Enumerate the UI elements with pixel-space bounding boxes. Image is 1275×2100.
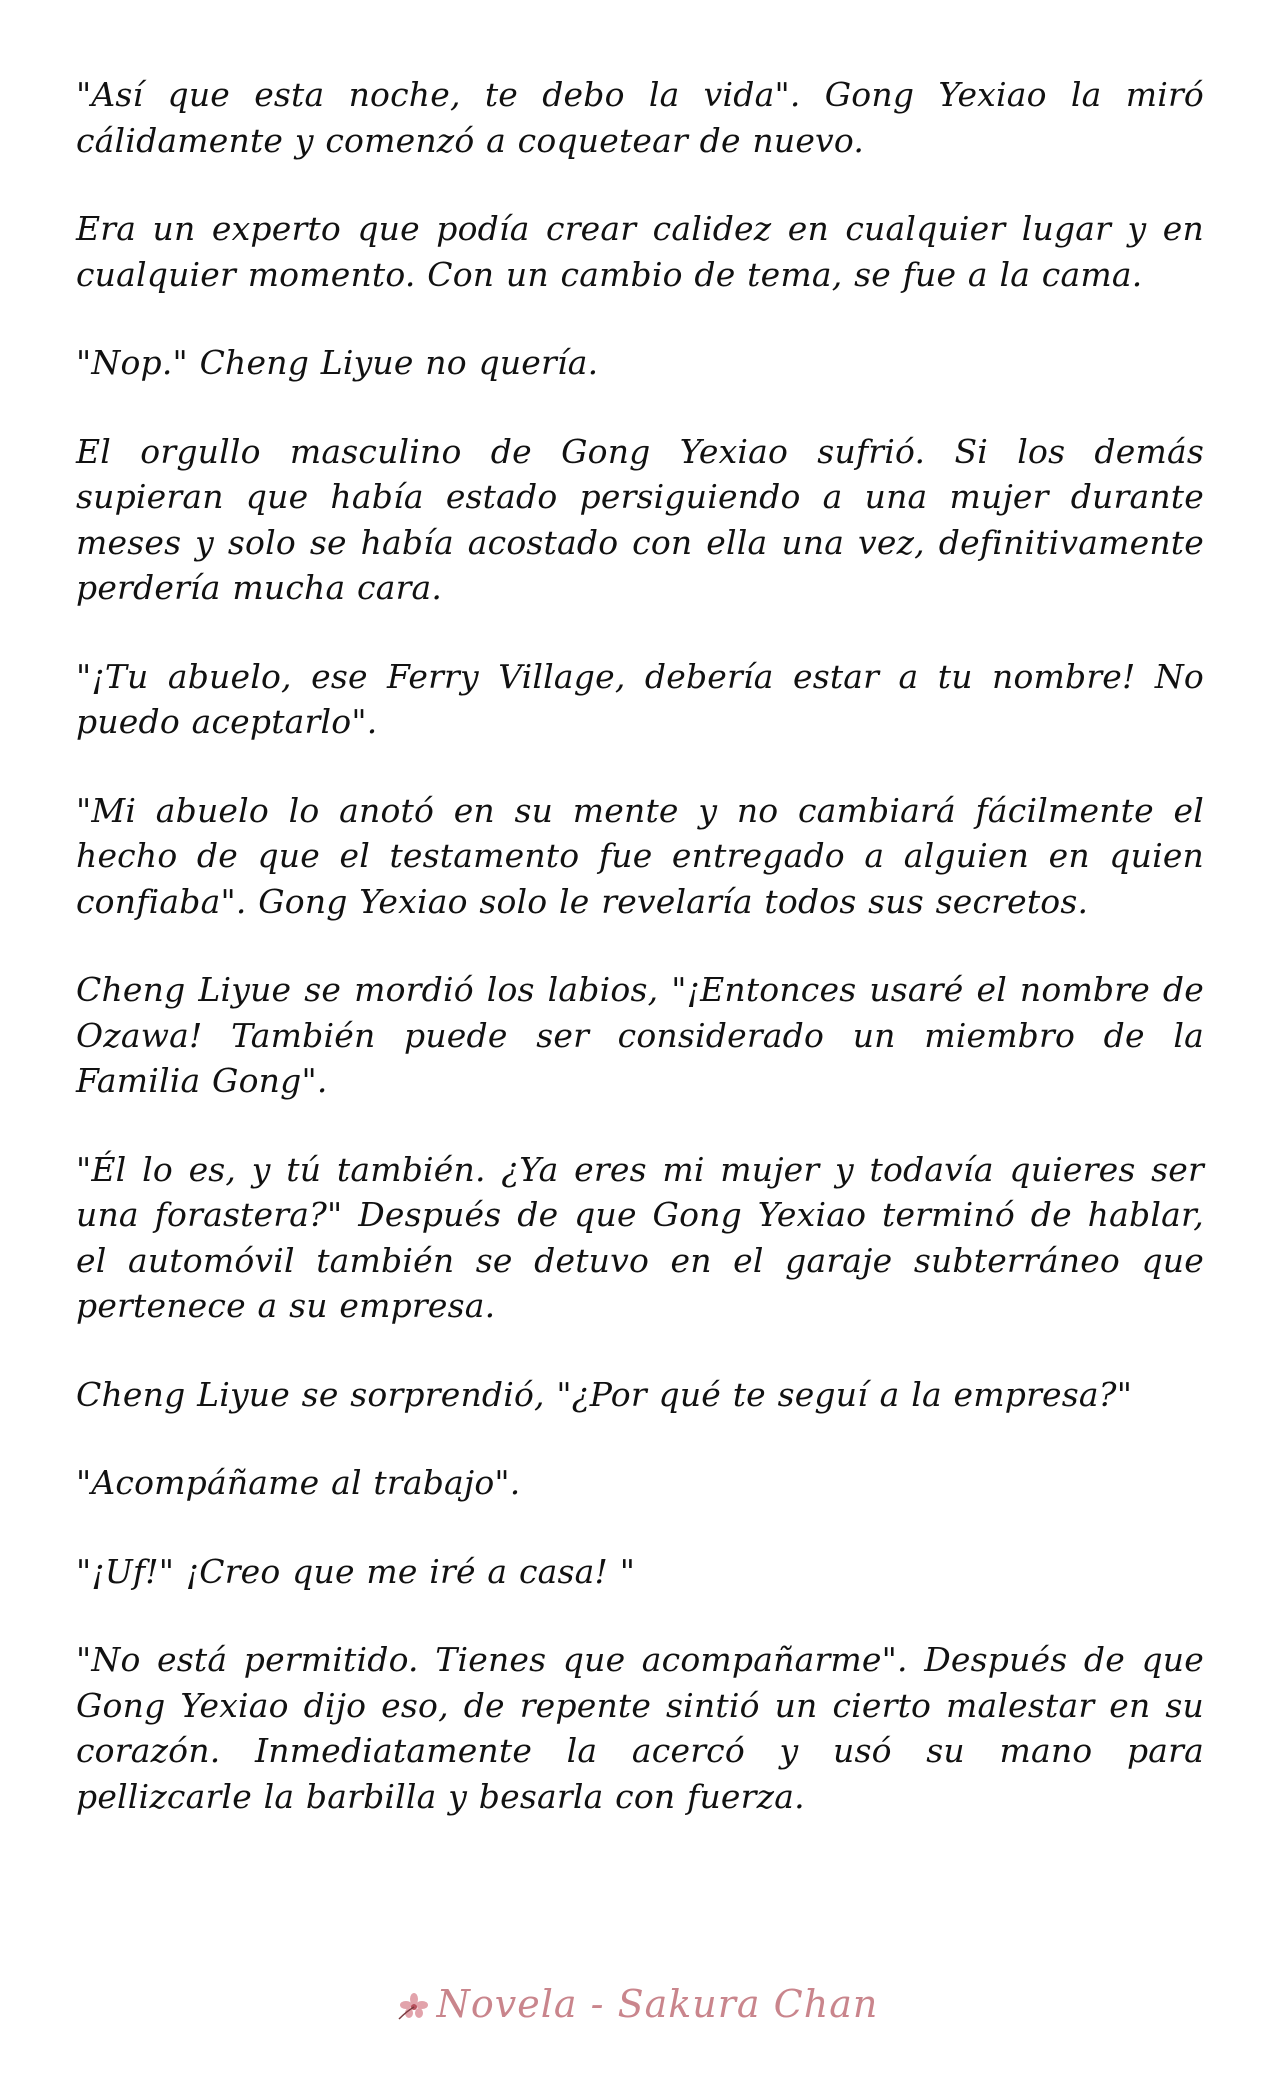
paragraph-5: "¡Tu abuelo, ese Ferry Village, debería estar a tu nombre! No puedo aceptarlo". [76,656,1204,741]
sakura-flower-icon [397,1986,431,2030]
paragraph-2: Era un experto que podía crear calidez en cualquier lugar y en cualquier momento. Con un cambio de tema, se fue a la cama. [76,209,1204,294]
paragraph-4: El orgullo masculino de Gong Yexiao sufrió. Si los demás supieran que había estado persiguiendo a una mujer durante meses y solo se había acostado con ella una vez, definitivamente perdería mucha cara. [76,431,1204,607]
watermark [0,1982,1275,2030]
paragraph-6: "Mi abuelo lo anotó en su mente y no cambiará fácilmente el hecho de que el testamento fue entregado a alguien en quien confiaba". Gong Yexiao solo le revelaría todos sus secretos. [76,790,1204,921]
paragraph-12: "No está permitido. Tienes que acompañarme". Después de que Gong Yexiao dijo eso, de repente sintió un cierto malestar en su corazón. Inmediatamente la acercó y usó su mano para pellizcarle la barbilla y besarla con fuerza. [76,1640,1204,1816]
paragraph-10: "Acompáñame al trabajo". [76,1463,521,1502]
paragraph-11: "¡Uf!" ¡Creo que me iré a casa! " [76,1551,636,1591]
paragraph-1: "Así que esta noche, te debo la vida". Gong Yexiao la miró cálidamente y comenzó a coquetear de nuevo. [76,75,1204,160]
paragraph-9: Cheng Liyue se sorprendió, "¿Por qué te seguí a la empresa?" [76,1374,1133,1414]
paragraph-3: "Nop." Cheng Liyue no quería. [76,343,599,382]
paragraph-8: "Él lo es, y tú también. ¿Ya eres mi mujer y todavía quieres ser una forastera?" Después de que Gong Yexiao terminó de hablar, el automóvil también se detuvo en el garaje subterráneo que pertenece a su empresa. [76,1149,1204,1325]
paragraph-7: Cheng Liyue se mordió los labios, "¡Entonces usaré el nombre de Ozawa! También puede ser considerado un miembro de la Familia Gong". [76,970,1204,1100]
watermark-text: Novela - Sakura Chan [436,1982,879,2026]
document-body [76,72,1204,1862]
